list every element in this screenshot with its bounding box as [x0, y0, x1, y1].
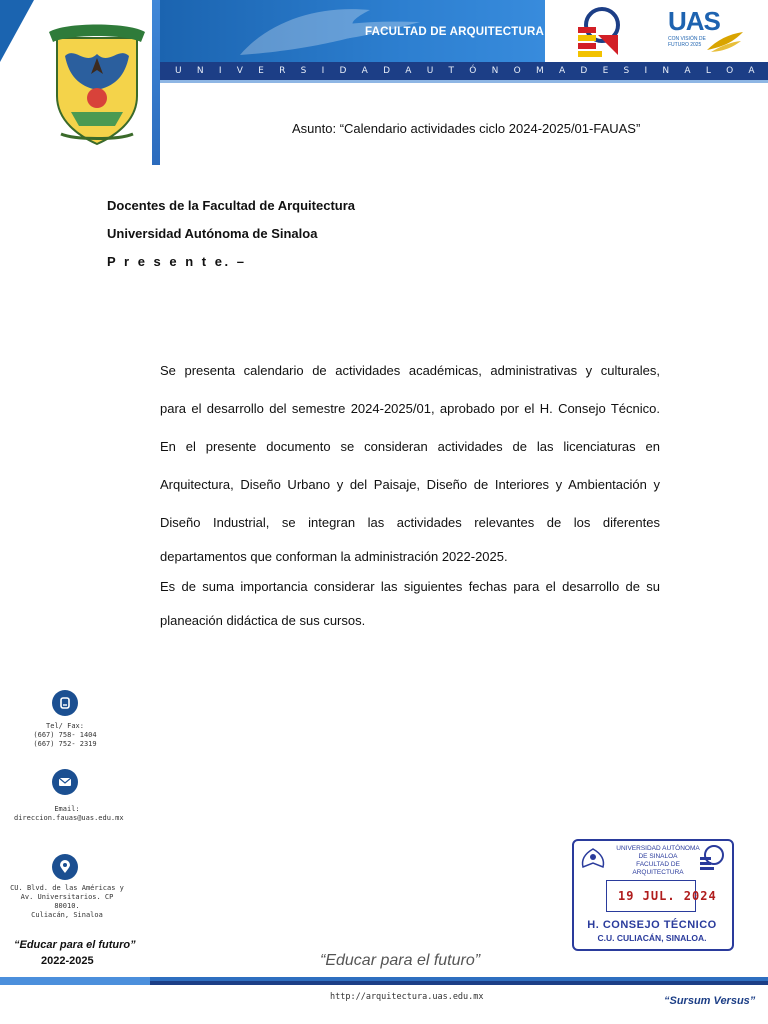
- stamp-header: [614, 845, 702, 877]
- letter-body: [160, 352, 660, 640]
- address-block: [10, 884, 124, 920]
- university-letter: T: [448, 66, 455, 76]
- university-letter: I: [218, 66, 222, 76]
- university-letter: D: [580, 66, 588, 76]
- body-line: planeación didáctica de sus cursos.: [160, 613, 366, 628]
- university-letter: N: [196, 66, 204, 76]
- motto-left: “Educar para el futuro”: [14, 939, 136, 951]
- phone-number-2: (667) 752- 2319: [33, 740, 97, 748]
- email-block: [14, 805, 124, 823]
- email-address: direccion.fauas@uas.edu.mx: [14, 814, 124, 822]
- phone-icon: [52, 690, 78, 716]
- address-line-1: CU. Blvd. de las Américas y: [10, 884, 124, 892]
- university-letter: R: [279, 66, 286, 76]
- university-letter: O: [726, 66, 734, 76]
- uas-logo-text: UAS: [668, 6, 720, 36]
- footer-band-highlight: [150, 977, 768, 981]
- university-letter: A: [684, 66, 691, 76]
- university-letter: U: [426, 66, 434, 76]
- university-letter: O: [513, 66, 521, 76]
- university-letter: A: [405, 66, 412, 76]
- university-letter: V: [236, 66, 243, 76]
- university-letter: I: [644, 66, 648, 76]
- phone-block: [20, 722, 110, 749]
- subject-line: Asunto: “Calendario actividades ciclo 2024-2025/01-FAUAS”: [292, 121, 641, 136]
- address-line-3: Culiacán, Sinaloa: [31, 911, 103, 919]
- university-letter: S: [300, 66, 307, 76]
- header-strip: [160, 80, 768, 83]
- university-letter: A: [748, 66, 755, 76]
- university-letter: L: [705, 66, 711, 76]
- uas-wing-icon: [705, 30, 745, 54]
- university-letter: I: [321, 66, 325, 76]
- university-name-spaced: [175, 62, 755, 80]
- university-letter: Ó: [469, 66, 477, 76]
- university-letter: N: [491, 66, 499, 76]
- email-icon: [52, 769, 78, 795]
- university-coat-of-arms-icon: [45, 16, 149, 148]
- body-line: En el presente documento se consideran actividades de las licenciaturas en: [160, 439, 660, 454]
- body-line: Se presenta calendario de actividades académicas, administrativas y culturales,: [160, 363, 660, 378]
- addressee-greeting: P r e s e n t e. –: [107, 254, 247, 269]
- university-letter: U: [175, 66, 182, 76]
- faculty-title: FACULTAD DE ARQUITECTURA: [365, 26, 544, 38]
- motto-center: “Educar para el futuro”: [320, 952, 481, 969]
- stamp-date: 19 JUL. 2024: [618, 889, 717, 903]
- body-line: Diseño Industrial, se integran las actividades relevantes de los diferentes: [160, 515, 660, 530]
- footer-band-accent: [0, 977, 150, 985]
- university-letter: D: [383, 66, 391, 76]
- body-line: Es de suma importancia considerar las siguientes fechas para el desarrollo de su: [160, 579, 660, 594]
- university-letter: S: [623, 66, 630, 76]
- address-line-2: Av. Universitarios. CP 80010.: [20, 893, 114, 910]
- stamp-eagle-icon: [578, 845, 608, 875]
- stamp-council: H. CONSEJO TÉCNICO: [587, 919, 717, 931]
- phone-label: Tel/ Fax:: [46, 722, 84, 730]
- faculty-logo-icon: [574, 5, 624, 59]
- stamp-line-3: FACULTAD DE ARQUITECTURA: [632, 861, 684, 876]
- university-letter: E: [258, 66, 264, 76]
- stamp-place: C.U. CULIACÁN, SINALOA.: [597, 933, 707, 943]
- phone-number-1: (667) 758- 1404: [33, 731, 97, 739]
- university-letter: D: [339, 66, 347, 76]
- left-blue-line: [152, 0, 160, 165]
- stamp-line-1: UNIVERSIDAD AUTÓNOMA: [616, 845, 700, 852]
- body-line: Arquitectura, Diseño Urbano y del Paisaje, Diseño de Interiores y Ambientación y: [160, 477, 660, 492]
- university-letter: M: [535, 66, 544, 76]
- motto-sursum: “Sursum Versus”: [664, 995, 756, 1007]
- email-label: Email:: [54, 805, 80, 813]
- motto-years: 2022-2025: [41, 955, 94, 967]
- university-letter: A: [361, 66, 368, 76]
- body-line: para el desarrollo del semestre 2024-2025/01, aprobado por el H. Consejo Técnico.: [160, 401, 660, 416]
- university-letter: N: [662, 66, 670, 76]
- uas-logo-subtitle: CON VISIÓN DE FUTURO 2025: [668, 36, 706, 48]
- university-letter: A: [558, 66, 566, 76]
- location-icon: [52, 854, 78, 880]
- university-letter: E: [602, 66, 609, 76]
- body-line: departamentos que conforman la administración 2022-2025.: [160, 549, 508, 564]
- addressee-line-1: Docentes de la Facultad de Arquitectura: [107, 198, 356, 213]
- stamp-line-2: DE SINALOA: [638, 853, 678, 860]
- addressee-line-2: Universidad Autónoma de Sinaloa: [107, 226, 318, 241]
- website-url[interactable]: http://arquitectura.uas.edu.mx: [330, 992, 484, 1002]
